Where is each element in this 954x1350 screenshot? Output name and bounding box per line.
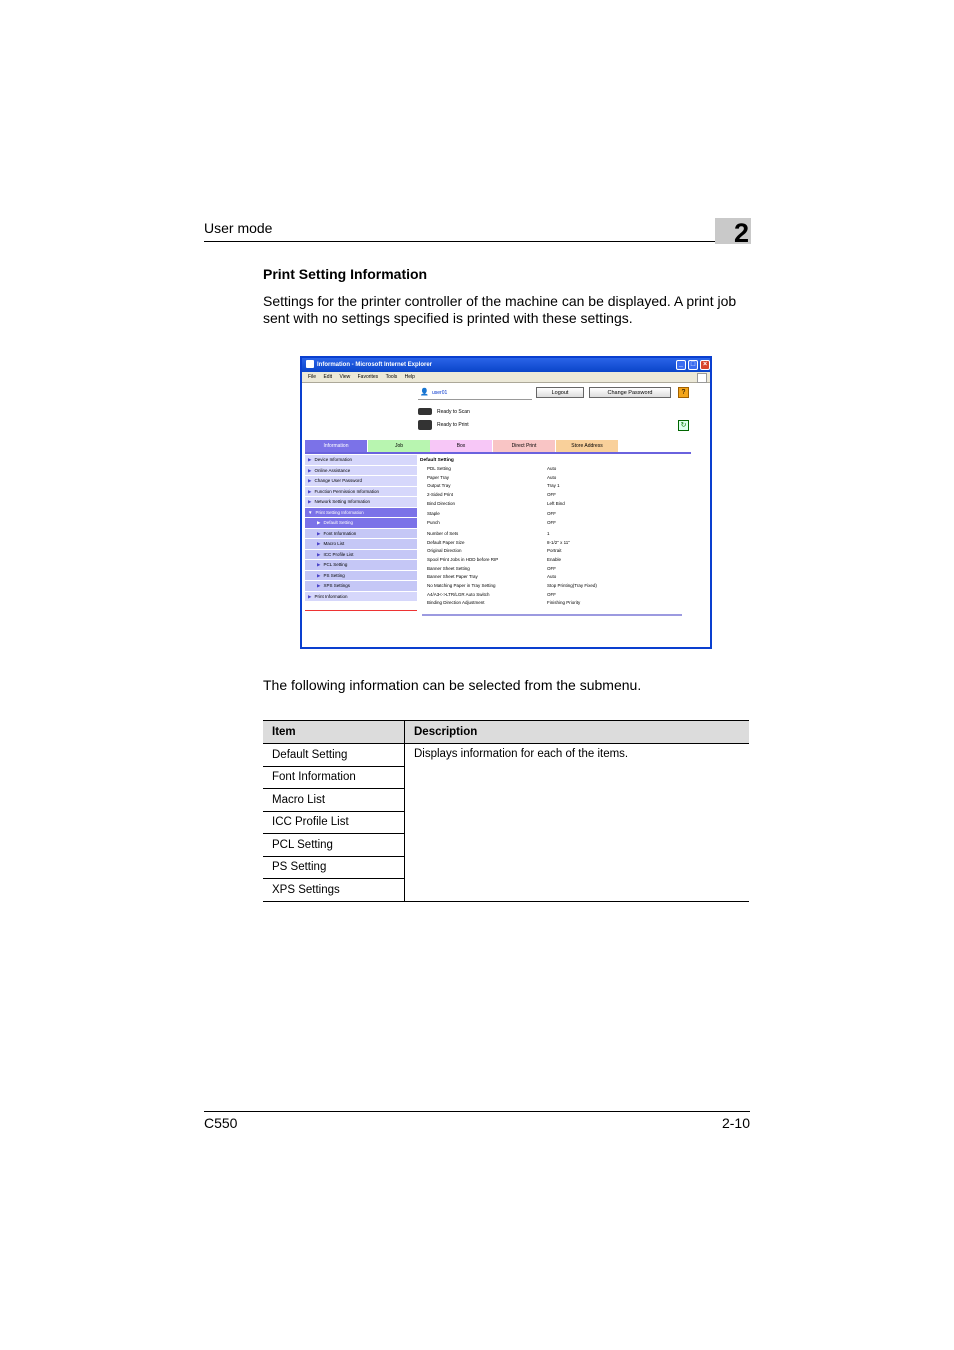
table-cell-item: PS Setting: [263, 856, 405, 879]
tab-information: Information: [305, 440, 367, 452]
sidebar-item-label: XPS Settings: [323, 583, 350, 588]
triangle-right-icon: ▶: [317, 530, 321, 536]
setting-row: [420, 465, 682, 474]
content-title: Default Setting: [420, 458, 454, 463]
sidebar-item: [305, 592, 417, 603]
scan-status: Ready to Scan: [437, 409, 470, 415]
chapter-number: 2: [715, 218, 751, 244]
tab-box: Box: [430, 440, 492, 452]
setting-value: OFF: [547, 565, 556, 571]
setting-value: OFF: [547, 492, 556, 498]
setting-value: Enable: [547, 556, 562, 562]
triangle-right-icon: ▶: [317, 520, 321, 525]
menu-file: File: [308, 374, 317, 380]
table-header-description: Description: [405, 721, 750, 744]
table-header-item: Item: [263, 721, 405, 744]
change-password-button: Change Password: [589, 387, 671, 398]
sidebar-item: [305, 466, 417, 477]
section-title: Print Setting Information: [263, 266, 428, 282]
setting-row: [420, 500, 682, 509]
sidebar-subitem: [305, 571, 417, 582]
close-icon: ×: [700, 360, 710, 370]
ie-icon: [306, 360, 314, 368]
triangle-down-icon: ▼: [308, 509, 313, 515]
setting-label: Staple: [427, 511, 440, 517]
sidebar-subitem: [305, 529, 417, 540]
sidebar-item-label: Network Setting Information: [314, 499, 370, 504]
triangle-right-icon: ▶: [317, 562, 321, 567]
setting-label: Output Tray: [427, 483, 451, 489]
setting-row: [420, 530, 682, 539]
intro-paragraph: Settings for the printer controller of the machine can be displayed. A print job sent with no settings specified is printed with these settings.: [263, 293, 737, 326]
scanner-icon: [418, 408, 432, 415]
tab-direct-print: Direct Print: [493, 440, 555, 452]
sidebar-item-label: Online Assistance: [314, 467, 351, 473]
setting-row: [420, 573, 682, 582]
setting-value: Auto: [547, 574, 557, 580]
sidebar-end-rule: [305, 602, 417, 611]
setting-row: [420, 599, 682, 608]
sidebar-item-label: Function Permission Information: [314, 488, 379, 494]
printer-icon: [418, 420, 432, 430]
sidebar-subitem-active: [305, 518, 417, 529]
help-icon: ?: [678, 387, 689, 398]
setting-value: Finishing Priority: [547, 600, 581, 606]
setting-value: OFF: [547, 591, 556, 597]
setting-value: 8-1/2" x 11": [547, 539, 570, 545]
setting-label: Paper Tray: [427, 474, 450, 480]
triangle-right-icon: ▶: [308, 499, 312, 504]
triangle-right-icon: ▶: [317, 572, 321, 578]
settings-content: [420, 456, 682, 608]
sidebar-item-label: ICC Profile List: [323, 551, 354, 557]
setting-value: OFF: [547, 511, 556, 517]
setting-label: A4/A3<->LTR/LGR Auto Switch: [427, 591, 490, 597]
setting-label: Default Paper Size: [427, 539, 465, 545]
sidebar-item-label: Device Information: [314, 457, 352, 462]
triangle-right-icon: ▶: [317, 551, 321, 557]
setting-row: [420, 474, 682, 483]
settings-list: [420, 465, 682, 608]
setting-value: 1: [547, 530, 550, 536]
menu-help: Help: [404, 374, 415, 380]
setting-row: [420, 510, 682, 519]
sidebar-item-active: [305, 508, 417, 519]
menu-favorites: Favorites: [357, 374, 379, 380]
window-titlebar: [302, 358, 710, 372]
sidebar-subitem: [305, 581, 417, 592]
triangle-right-icon: ▶: [317, 541, 321, 546]
table-cell-item: Default Setting: [263, 744, 405, 767]
setting-row: [420, 482, 682, 491]
setting-label: Punch: [427, 520, 440, 526]
setting-row: [420, 582, 682, 591]
submenu-table: [263, 720, 749, 902]
tab-store-address: Store Address: [556, 440, 618, 452]
triangle-right-icon: ▶: [308, 593, 312, 599]
sidebar-item-label: Print Information: [314, 593, 348, 599]
header-rule: [204, 241, 750, 242]
table-cell-item: PCL Setting: [263, 834, 405, 857]
setting-value: OFF: [547, 520, 556, 526]
sidebar-item: [305, 455, 417, 466]
tab-job: Job: [368, 440, 430, 452]
setting-value: Left Bind: [547, 500, 565, 506]
table-row: [263, 744, 749, 767]
setting-row: [420, 547, 682, 556]
table-cell-item: XPS Settings: [263, 879, 405, 902]
setting-row: [420, 491, 682, 500]
print-status: Ready to Print: [437, 422, 469, 428]
setting-label: Original Direction: [427, 548, 462, 554]
sidebar-item-label: PCL Setting: [323, 562, 348, 567]
triangle-right-icon: ▶: [308, 488, 312, 494]
sidebar-item-label: Macro List: [323, 541, 345, 546]
sidebar-item-label: Change User Password: [314, 478, 362, 483]
setting-label: PDL Setting: [427, 466, 451, 471]
setting-row: [420, 565, 682, 574]
setting-value: Tray 1: [547, 483, 560, 489]
sidebar-item-label: PS Setting: [323, 572, 345, 578]
sidebar-item: [305, 497, 417, 508]
user-icon: 👤: [420, 389, 429, 396]
table-cell-item: ICC Profile List: [263, 811, 405, 834]
submenu-intro: The following information can be selected from the submenu.: [263, 677, 642, 693]
setting-label: 2-Sided Print: [427, 492, 454, 498]
running-header: User mode: [204, 220, 273, 236]
window-title: Information - Microsoft Internet Explorer: [317, 362, 433, 368]
table-cell-description: Displays information for each of the items.: [405, 744, 750, 902]
tab-rule: [305, 452, 691, 454]
sidebar-item: [305, 487, 417, 498]
menu-view: View: [339, 374, 351, 380]
setting-value: Auto: [547, 466, 557, 471]
triangle-right-icon: ▶: [317, 583, 321, 588]
sidebar-item-label: Default Setting: [323, 520, 353, 525]
setting-row: [420, 556, 682, 565]
sidebar-item-label: Font Information: [323, 530, 357, 536]
setting-label: Banner Sheet Paper Tray: [427, 574, 478, 580]
table-header-row: [263, 721, 749, 744]
sidebar-subitem: [305, 560, 417, 571]
setting-value: Stop Printing(Tray Fixed): [547, 582, 597, 588]
refresh-icon: ↻: [678, 420, 689, 431]
sidebar-subitem: [305, 550, 417, 561]
table-cell-item: Macro List: [263, 789, 405, 812]
maximize-icon: □: [688, 360, 698, 370]
setting-row: [420, 539, 682, 548]
setting-label: Bind Direction: [427, 500, 456, 506]
content-rule: [422, 614, 682, 616]
sidebar-item: [305, 476, 417, 487]
sidebar: [305, 455, 417, 611]
footer-page-number: 2-10: [721, 1115, 750, 1131]
setting-label: No Matching Paper in Tray Setting: [427, 582, 496, 588]
table-cell-item: Font Information: [263, 766, 405, 789]
browser-screenshot: [300, 356, 712, 649]
menu-tools: Tools: [385, 374, 398, 380]
user-divider: [418, 399, 532, 400]
setting-row: [420, 591, 682, 600]
setting-value: Auto: [547, 474, 557, 480]
setting-label: Banner Sheet Setting: [427, 565, 470, 571]
windows-logo-icon: [697, 373, 707, 383]
setting-label: Binding Direction Adjustment: [427, 600, 485, 606]
setting-row: [420, 519, 682, 528]
setting-label: Spool Print Jobs in HDD before RIP: [427, 556, 499, 562]
minimize-icon: _: [676, 360, 686, 370]
sidebar-item-label: Print Setting Information: [315, 509, 364, 515]
menu-edit: Edit: [323, 374, 333, 380]
setting-value: Portrait: [547, 548, 562, 554]
user-name: user01: [432, 390, 448, 396]
footer-model: C550: [204, 1115, 238, 1131]
sidebar-subitem: [305, 539, 417, 550]
logout-button: Logout: [536, 387, 584, 398]
triangle-right-icon: ▶: [308, 478, 312, 483]
setting-label: Number of Sets: [427, 530, 459, 536]
footer-rule: [204, 1111, 750, 1112]
triangle-right-icon: ▶: [308, 467, 312, 473]
menu-bar: [302, 372, 710, 383]
triangle-right-icon: ▶: [308, 457, 312, 462]
